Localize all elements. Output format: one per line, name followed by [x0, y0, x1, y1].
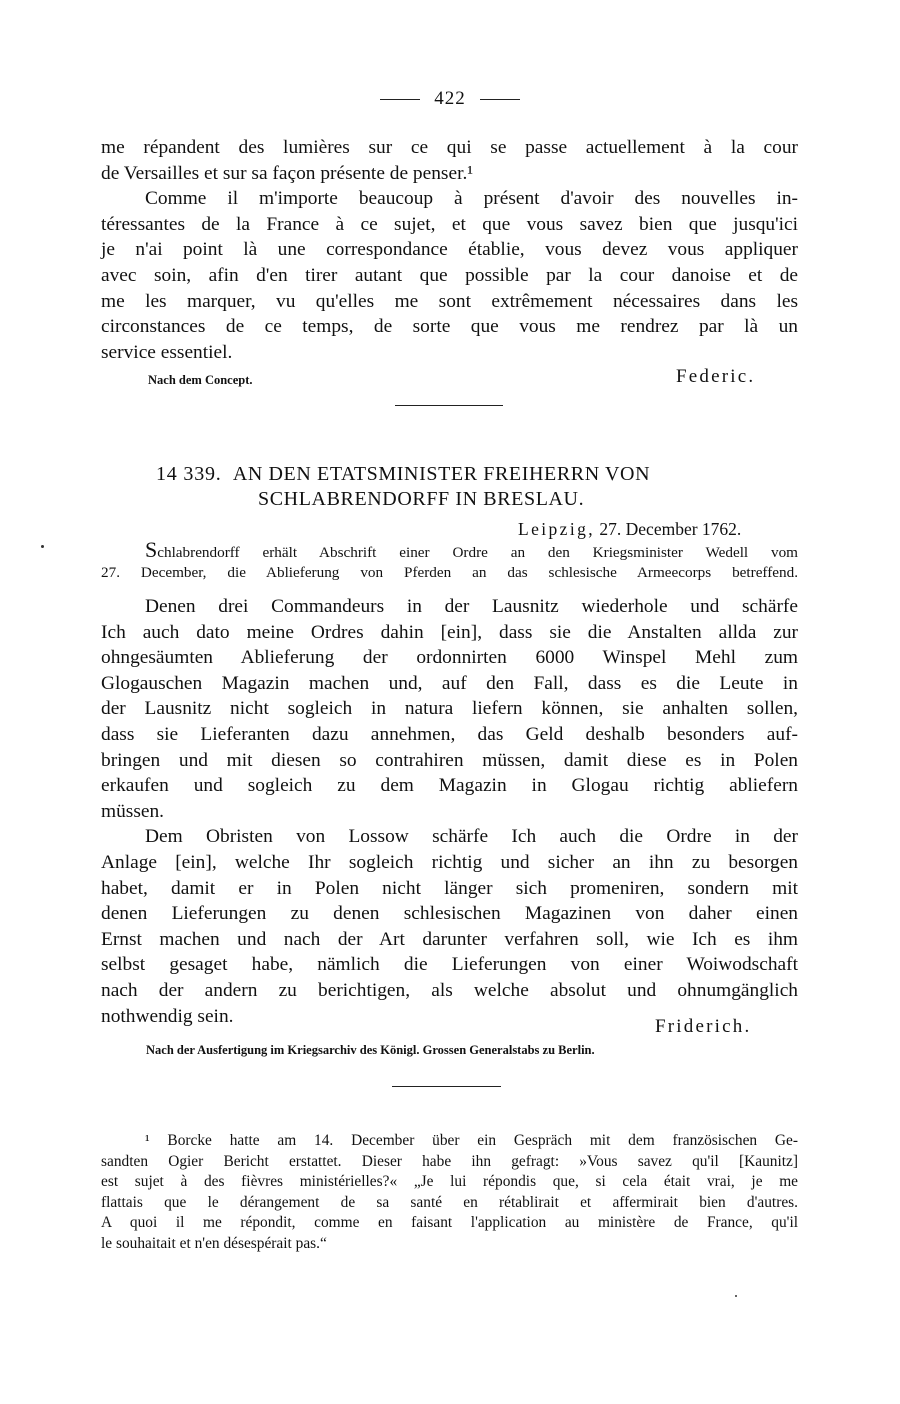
- letter-title-line-1: AN DEN ETATSMINISTER FREIHERRN VON: [232, 463, 651, 485]
- signature-friderich: Friderich.: [655, 1016, 752, 1037]
- text-line: habet, damit er in Polen nicht länger sich promeniren, sondern mit: [101, 877, 798, 899]
- text-line: me répandent des lumières sur ce qui se passe actuellement à la cour: [101, 137, 798, 158]
- footnote-line: sandten Ogier Bericht erstattet. Dieser habe ihn gefragt: »Vous savez qu'il [Kaunitz]: [101, 1152, 798, 1170]
- summary-line-1: [101, 537, 798, 563]
- text-line: me les marquer, vu qu'elles me sont extrêmement nécessaires dans les: [101, 290, 798, 312]
- text-line: Ernst machen und nach der Art darunter verfahren soll, wie Ich es ihm: [101, 928, 798, 950]
- letter-paragraph-2: [101, 824, 798, 1029]
- signature-federic: Federic.: [676, 366, 756, 387]
- footnote-line: le souhaitait et n'en désespérait pas.“: [101, 1234, 327, 1252]
- summary-line-1-text: chlabrendorff erhält Abschrift einer Ordre an den Kriegsminister Wedell vom: [157, 544, 798, 561]
- previous-letter-continuation: [101, 135, 798, 365]
- text-line: nach der andern zu berichtigen, als welche absolut und ohnumgänglich: [101, 979, 798, 1001]
- page-number: [0, 88, 900, 110]
- text-line: nothwendig sein.: [101, 1005, 234, 1027]
- text-line: selbst gesaget habe, nämlich die Lieferungen von einer Woiwodschaft: [101, 954, 798, 976]
- source-note-concept: Nach dem Concept.: [148, 373, 253, 387]
- footnote: [101, 1131, 798, 1255]
- text-line: der Lausnitz nicht sogleich in natura liefern können, sie anhalten sollen,: [101, 698, 798, 720]
- text-line: dass sie Lieferanten dazu annehmen, das Geld deshalb besonders auf-: [101, 723, 798, 745]
- letter-date: 27. December 1762.: [599, 519, 742, 539]
- text-line: Comme il m'importe beaucoup à présent d'avoir des nouvelles in-: [145, 188, 798, 210]
- text-line: Denen drei Commandeurs in der Lausnitz wiederhole und schärfe: [145, 596, 798, 617]
- page-number-text: 422: [434, 88, 466, 109]
- previous-letter-paragraph-2: [101, 186, 798, 365]
- footnote-line: est sujet à des fièvres ministérielles?« „Je lui répondis que, si cela était vrai, je me: [101, 1173, 798, 1191]
- letter-place-date: [518, 519, 741, 540]
- text-line: müssen.: [101, 800, 165, 822]
- page-number-dash-left: [380, 99, 420, 100]
- letter-title-line-2: SCHLABRENDORFF IN BRESLAU.: [258, 488, 585, 510]
- scan-speck: [41, 545, 44, 548]
- letter-body: [101, 594, 798, 1029]
- text-line: Anlage [ein], welche Ihr sogleich richtig und sicher an ihn zu besorgen: [101, 851, 798, 873]
- text-line: circonstances de ce temps, de sorte que vous me rendrez par là un: [101, 316, 798, 338]
- text-line: Dem Obristen von Lossow schärfe Ich auch die Ordre in der: [145, 826, 798, 848]
- text-line: denen Lieferungen zu denen schlesischen Magazinen von daher einen: [101, 903, 798, 925]
- summary-line-2: 27. December, die Ablieferung von Pferden an das schlesische Armeecorps betreffend.: [101, 564, 798, 581]
- text-line: service essentiel.: [101, 341, 233, 363]
- letter-summary: [101, 537, 798, 583]
- section-divider-top: [395, 405, 503, 406]
- section-divider-bottom: [392, 1086, 501, 1087]
- scan-speck: [735, 1295, 737, 1297]
- source-note-ausfertigung: Nach der Ausfertigung im Kriegsarchiv des Königl. Grossen Generalstabs zu Berlin.: [146, 1043, 595, 1057]
- footnote-line: A quoi il me répondit, comme en faisant l'application au ministère de France, qu'il: [101, 1214, 798, 1232]
- letter-heading-line-1: [156, 463, 650, 486]
- footnote-line: flattais que le dérangement de sa santé en rétablirait et affermirait bien d'autres.: [101, 1193, 798, 1211]
- summary-initial: S: [145, 537, 158, 562]
- text-line: Ich auch dato meine Ordres dahin [ein], dass sie die Anstalten allda zur: [101, 621, 798, 643]
- page-number-dash-right: [480, 99, 520, 100]
- text-line: téressantes de la France à ce sujet, et que vous savez bien que jusqu'ici: [101, 213, 798, 235]
- previous-letter-paragraph-1: [101, 135, 798, 186]
- letter-place: Leipzig,: [518, 519, 596, 539]
- text-line: je n'ai point là une correspondance établie, vous devez vous appliquer: [101, 239, 798, 261]
- text-line: bringen und mit diesen so contrahiren müssen, damit diese es in Polen: [101, 749, 798, 771]
- letter-number: 14 339.: [156, 463, 222, 485]
- text-line: avec soin, afin d'en tirer autant que possible par la cour danoise et de: [101, 264, 798, 286]
- letter-paragraph-1: [101, 594, 798, 824]
- text-line: de Versailles et sur sa façon présente de penser.¹: [101, 162, 474, 184]
- text-line: ohngesäumten Ablieferung der ordonnirten 6000 Winspel Mehl zum: [101, 647, 798, 669]
- text-line: Glogauschen Magazin machen und, auf den Fall, dass es die Leute in: [101, 672, 798, 694]
- text-line: erkaufen und sogleich zu dem Magazin in Glogau richtig abliefern: [101, 775, 798, 797]
- footnote-line: ¹ Borcke hatte am 14. December über ein Gespräch mit dem französischen Ge-: [145, 1132, 798, 1149]
